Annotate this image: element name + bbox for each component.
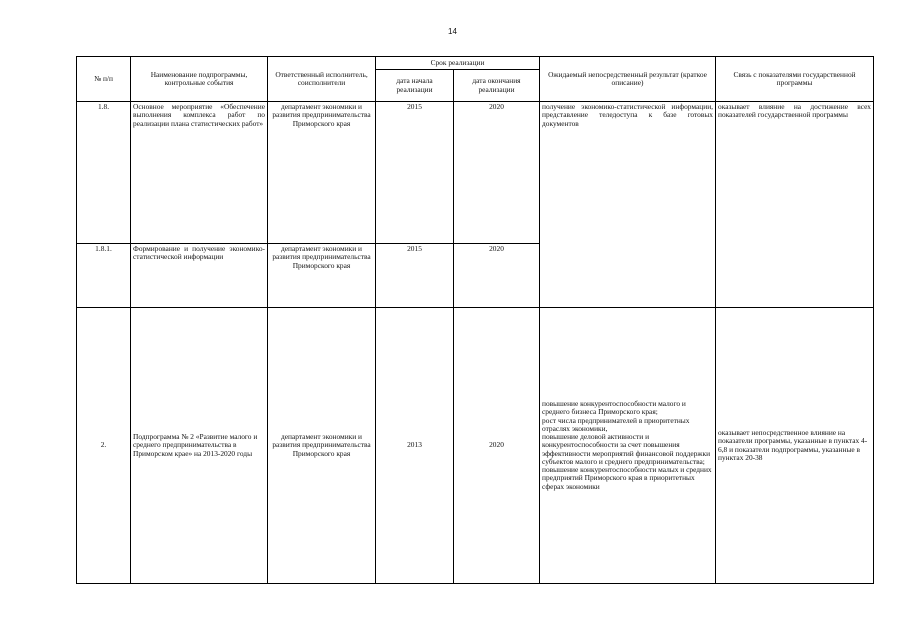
program-table — [76, 56, 874, 584]
row-end: 2020 — [454, 308, 540, 584]
row-start: 2015 — [376, 102, 454, 244]
row-num: 1.8.1. — [77, 244, 131, 308]
header-row — [77, 57, 874, 70]
row-result: получение экономико-статистической информации, представление теледоступа к базе готовых документов — [540, 102, 716, 308]
row-start: 2013 — [376, 308, 454, 584]
row-end: 2020 — [454, 102, 540, 244]
header-result: Ожидаемый непосредственный результат (краткое описание) — [540, 57, 716, 102]
header-period: Срок реализации — [376, 57, 540, 70]
row-link: оказывает влияние на достижение всех показателей государственной программы — [716, 102, 874, 308]
row-start: 2015 — [376, 244, 454, 308]
header-link: Связь с показателями государственной программы — [716, 57, 874, 102]
row-name: Формирование и получение экономико-статистической информации — [131, 244, 268, 308]
row-end: 2020 — [454, 244, 540, 308]
row-result: повышение конкурентоспособности малого и среднего бизнеса Приморского края; рост числа предпринимателей в приоритетных отраслях экономики, повышение деловой активности и конкурентоспособности за счет повышения эффективности мероприятий финансовой поддержки субъектов малого и среднего предпринимательства; повышение конкурентоспособности малых и средних предприятий Приморского края в приоритетных сферах экономики — [540, 308, 716, 584]
row-executor: департамент экономики и развития предпринимательства Приморского края — [268, 102, 376, 244]
table-row — [77, 102, 874, 244]
header-executor: Ответственный исполнитель, соисполнители — [268, 57, 376, 102]
page-number: 14 — [448, 27, 457, 36]
row-executor: департамент экономики и развития предпринимательства Приморского края — [268, 244, 376, 308]
row-num: 1.8. — [77, 102, 131, 244]
row-link: оказывает непосредственное влияние на показатели программы, указанные в пунктах 4- 6,8 и показатели подпрограммы, указанные в пунктах 20-38 — [716, 308, 874, 584]
table-row — [77, 308, 874, 584]
row-name: Основное мероприятие «Обеспечение выполнения комплекса работ по реализации плана статистических работ» — [131, 102, 268, 244]
header-name: Наименование подпрограммы, контрольные события — [131, 57, 268, 102]
row-executor: департамент экономики и развития предпринимательства Приморского края — [268, 308, 376, 584]
header-end: дата окончания реализации — [454, 70, 540, 102]
header-num: № п/п — [77, 57, 131, 102]
row-name: Подпрограмма № 2 «Развитие малого и среднего предпринимательства в Приморском крае» на 2013-2020 годы — [131, 308, 268, 584]
row-num: 2. — [77, 308, 131, 584]
header-start: дата начала реализации — [376, 70, 454, 102]
